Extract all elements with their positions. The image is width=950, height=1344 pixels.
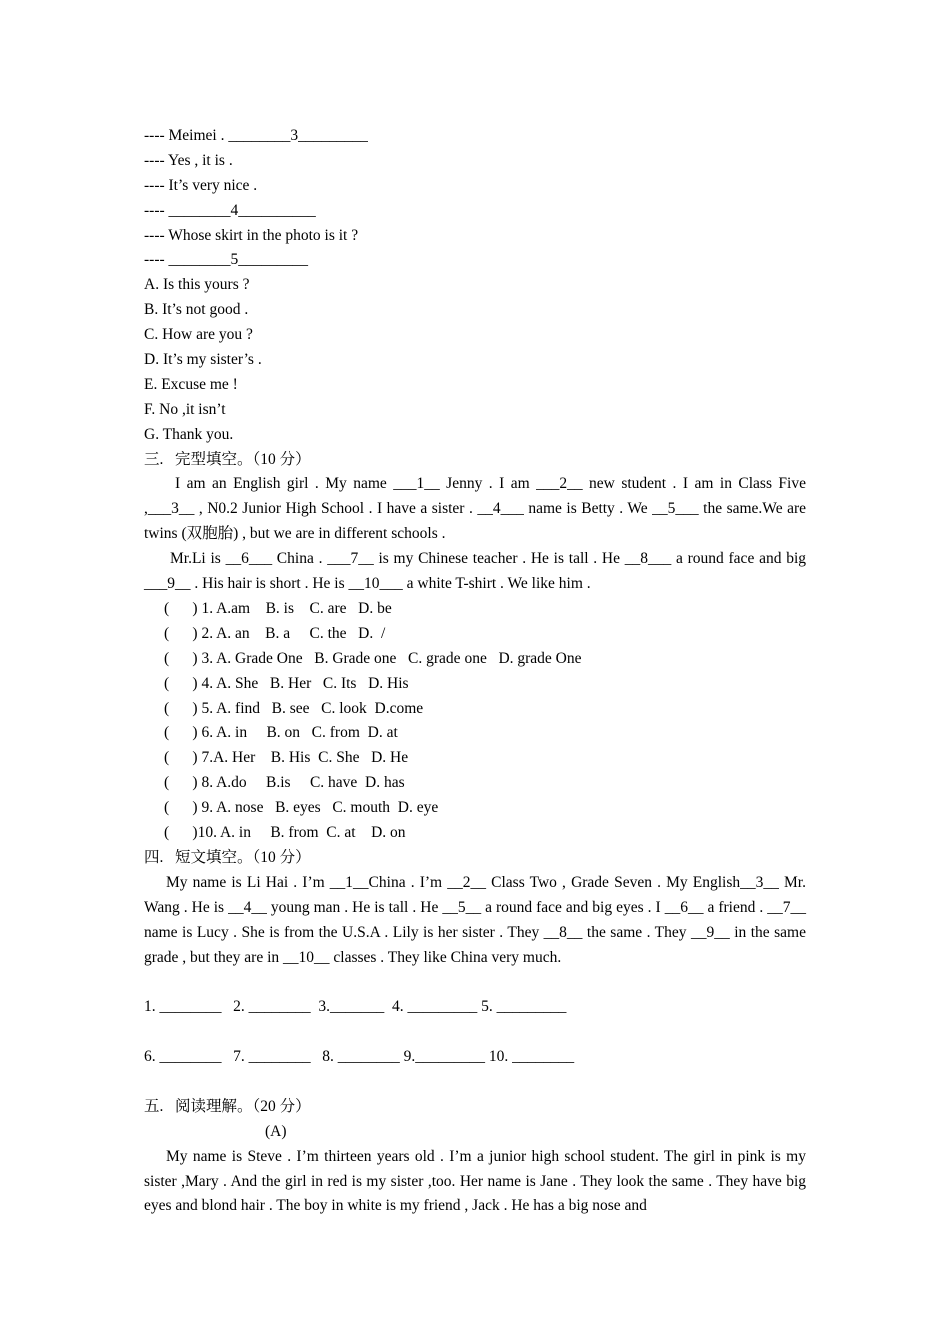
spacer [144, 1020, 806, 1045]
choice-option: A. Is this yours ? [144, 276, 250, 294]
reading-passage: My name is Steve . I’m thirteen years old . I’m a junior high school student. The girl in pink is my sister ,Mary . And the girl in red is my sister ,too. Her name is Jane . They look the same . They have big eyes and blond hair . The boy in white is my friend , Jack . He has a big nose and [144, 1147, 806, 1215]
question-option-row: ( )10. A. in B. from C. at D. on [164, 824, 406, 842]
section-3-heading: 三. 完型填空。（10 分） [144, 450, 311, 468]
worksheet-page [144, 124, 806, 1219]
section-3-paragraph-1: I am an English girl . My name ___1__ Jenny . I am ___2__ new student . I am in Class Five ,___3__ , N0.2 Junior High School . I have a sister . __4___ name is Betty . We __5___ the same.We are twins (双胞胎) , but we are in different schools . [144, 475, 806, 543]
dialogue-line: ---- It’s very nice . [144, 176, 258, 194]
choice-option: E. Excuse me ! [144, 375, 238, 393]
spacer [144, 970, 806, 995]
answer-blanks-row-2: 6. ________ 7. ________ 8. ________ 9._________ 10. ________ [144, 1048, 575, 1066]
section-4-heading: 四. 短文填空。（10 分） [144, 848, 311, 866]
choice-option: B. It’s not good . [144, 301, 249, 319]
question-option-row: ( ) 7.A. Her B. His C. She D. He [164, 749, 409, 767]
section-3-paragraph-2: Mr.Li is __6___ China . ___7__ is my Chinese teacher . He is tall . He __8___ a round face and big ___9__ . His hair is short . He is __10___ a white T-shirt . We like him . [144, 550, 806, 593]
passage-label: (A) [265, 1122, 287, 1140]
spacer [144, 1070, 806, 1095]
question-option-row: ( ) 9. A. nose B. eyes C. mouth D. eye [164, 799, 439, 817]
dialogue-line: ---- Yes , it is . [144, 151, 233, 169]
dialogue-line: ---- ________5_________ [144, 251, 309, 269]
section-4-paragraph: My name is Li Hai . I’m __1__China . I’m __2__ Class Two , Grade Seven . My English__3__ Mr. Wang . He is __4__ young man . He is tall . He __5__ a round face and big eyes . I __6__ a friend . __7__ name is Lucy . She is from the U.S.A . Lily is her sister . They __8__ the same . They __9__ in the same grade , but they are in __10__ classes . They like China very much. [144, 873, 806, 966]
question-option-row: ( ) 3. A. Grade One B. Grade one C. grade one D. grade One [164, 649, 582, 667]
choice-option: C. How are you ? [144, 326, 253, 344]
answer-blanks-row-1: 1. ________ 2. ________ 3._______ 4. _________ 5. _________ [144, 998, 567, 1016]
question-option-row: ( ) 2. A. an B. a C. the D. / [164, 624, 386, 642]
dialogue-line: ---- Meimei . ________3_________ [144, 127, 368, 144]
question-option-row: ( ) 5. A. find B. see C. look D.come [164, 699, 424, 717]
choice-option: D. It’s my sister’s . [144, 351, 262, 369]
choice-option: F. No ,it isn’t [144, 400, 226, 418]
question-option-row: ( ) 4. A. She B. Her C. Its D. His [164, 674, 409, 692]
question-option-row: ( ) 8. A.do B.is C. have D. has [164, 774, 405, 792]
section-5-heading: 五. 阅读理解。（20 分） [144, 1097, 311, 1115]
dialogue-line: ---- ________4__________ [144, 201, 316, 219]
dialogue-line: ---- Whose skirt in the photo is it ? [144, 226, 359, 244]
choice-option: G. Thank you. [144, 425, 234, 443]
question-option-row: ( ) 1. A.am B. is C. are D. be [164, 600, 392, 617]
question-option-row: ( ) 6. A. in B. on C. from D. at [164, 724, 398, 742]
